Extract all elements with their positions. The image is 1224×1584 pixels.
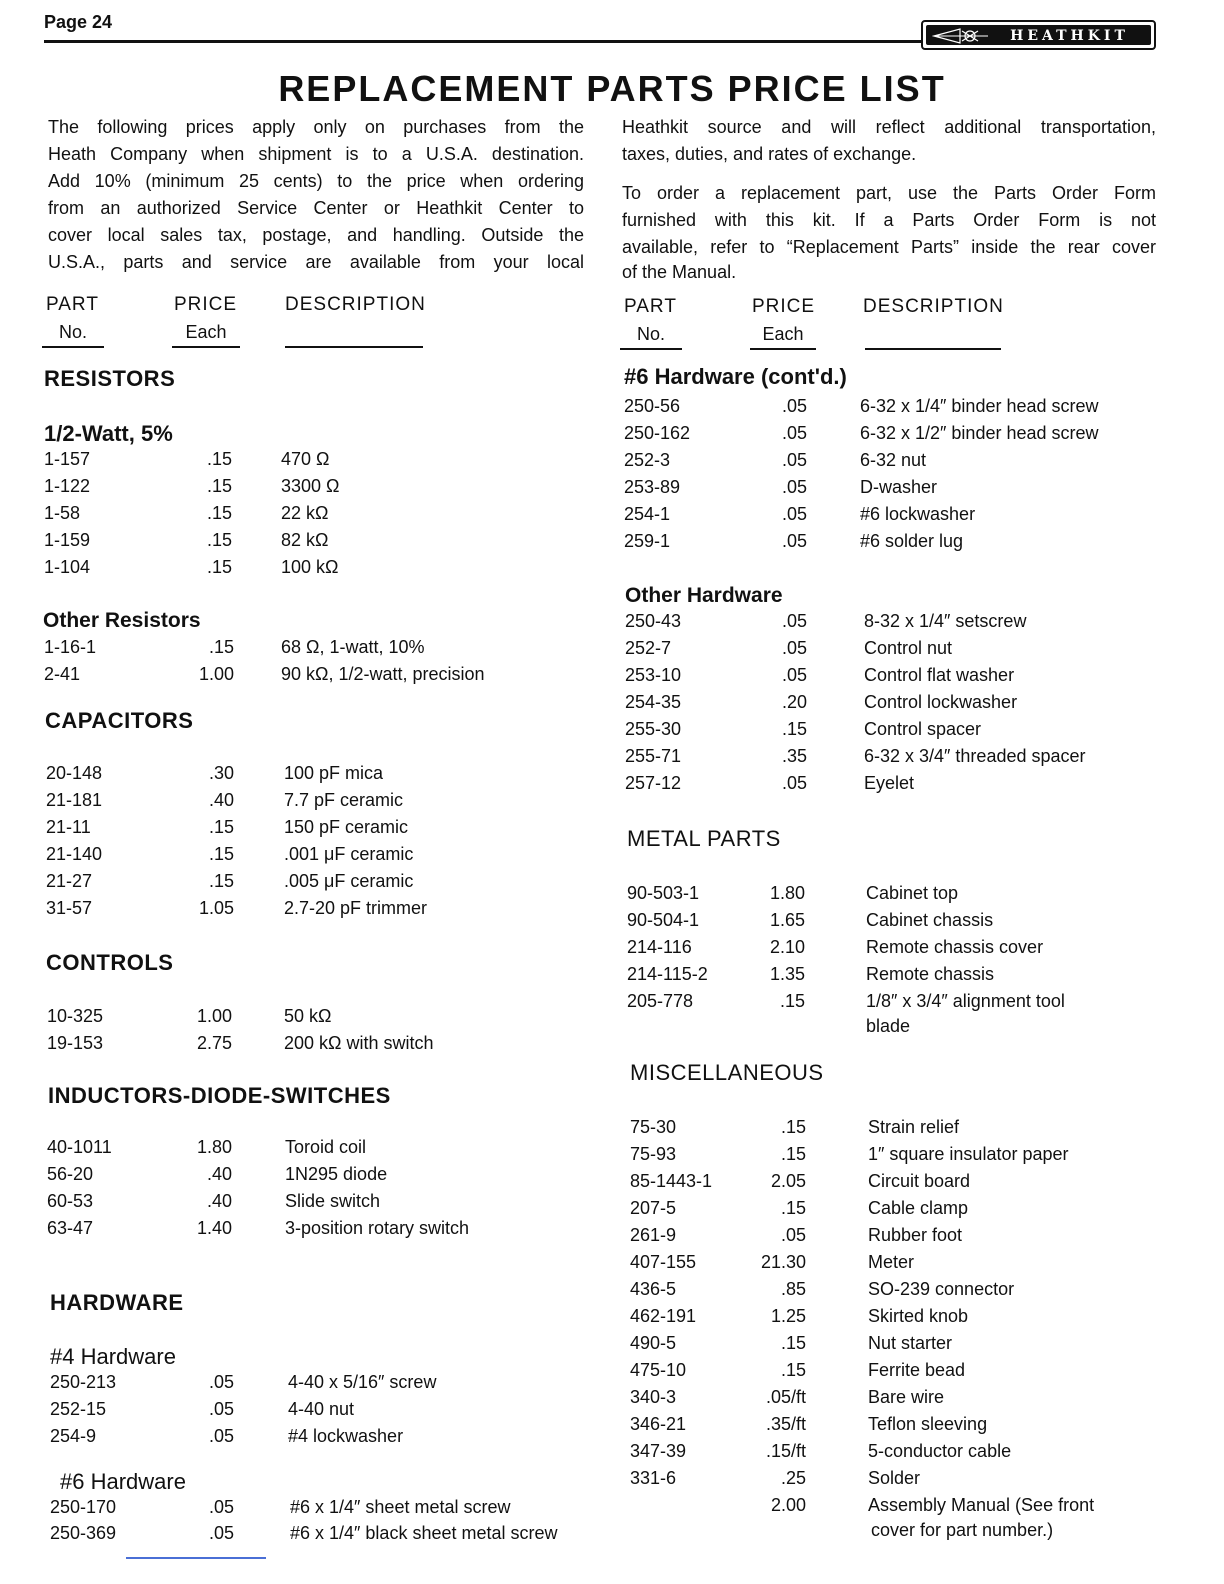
col-price-underline	[172, 346, 240, 348]
part-number: 261-9	[630, 1225, 677, 1245]
table-row	[0, 692, 1224, 716]
section-inductors: INDUCTORS-DIODE-SWITCHES	[48, 1083, 391, 1108]
table-row	[0, 1198, 1224, 1222]
part-description: 100 pF mica	[284, 763, 384, 783]
part-price: 1.65	[769, 910, 805, 930]
table-row	[0, 504, 1224, 528]
part-number: 63-47	[47, 1218, 94, 1238]
part-price: .15	[208, 844, 234, 864]
part-number: 214-116	[627, 937, 692, 957]
part-number: 60-53	[47, 1191, 94, 1211]
part-price: .05	[208, 1372, 234, 1392]
part-price: .05	[208, 1426, 234, 1446]
part-price: .05/ft	[765, 1387, 806, 1407]
part-price: .05	[781, 773, 807, 793]
heathkit-logo	[921, 20, 1156, 50]
part-price: .05	[781, 396, 807, 416]
subsection-other-hardware: Other Hardware	[625, 584, 783, 607]
part-description: Control flat washer	[864, 665, 1015, 685]
part-description: 150 pF ceramic	[284, 817, 409, 837]
col-description-underline	[865, 348, 1001, 350]
part-number: 255-71	[625, 746, 682, 766]
part-number: 1-58	[44, 503, 81, 523]
part-description: 4-40 nut	[288, 1399, 355, 1419]
part-price: .15	[780, 1117, 806, 1137]
part-number: 40-1011	[47, 1137, 112, 1157]
part-price: .15	[780, 1333, 806, 1353]
part-description: #6 solder lug	[860, 531, 964, 551]
part-number: 250-162	[624, 423, 691, 443]
part-description: #6 x 1/4″ black sheet metal screw	[290, 1523, 558, 1543]
part-description: 82 kΩ	[281, 530, 329, 550]
col-description-header: DESCRIPTION	[863, 296, 1004, 317]
part-number: 257-12	[625, 773, 682, 793]
subsection-other-resistors: Other Resistors	[43, 609, 201, 632]
table-row	[0, 937, 1224, 961]
part-price: .05	[781, 665, 807, 685]
part-description: 22 kΩ	[281, 503, 329, 523]
part-price: .85	[780, 1279, 806, 1299]
part-description: #6 lockwasher	[860, 504, 976, 524]
part-price: .40	[206, 1191, 232, 1211]
part-number: 250-170	[50, 1497, 117, 1517]
part-price: .15	[206, 476, 232, 496]
page-title: REPLACEMENT PARTS PRICE LIST	[278, 68, 946, 109]
part-description: 1/8″ x 3/4″ alignment tool	[866, 991, 1065, 1011]
part-description: #4 lockwasher	[288, 1426, 404, 1446]
part-description: Cabinet chassis	[866, 910, 994, 930]
intro-line: The following prices apply only on purchases from the	[48, 117, 584, 137]
table-row	[0, 423, 1224, 447]
table-row	[0, 746, 1224, 770]
part-description: 5-conductor cable	[868, 1441, 1012, 1461]
table-row	[0, 910, 1224, 934]
logo-wordmark: HEATHKIT	[1010, 28, 1129, 44]
part-number: 250-56	[624, 396, 681, 416]
part-description: 50 kΩ	[284, 1006, 332, 1026]
part-description: 1″ square insulator paper	[868, 1144, 1069, 1164]
table-row	[0, 1252, 1224, 1276]
table-row	[0, 1360, 1224, 1384]
part-description: 7.7 pF ceramic	[284, 790, 404, 810]
part-price: .35	[781, 746, 807, 766]
part-description: 6-32 nut	[860, 450, 927, 470]
part-price: 2.10	[769, 937, 805, 957]
table-row	[0, 450, 1224, 474]
subsection-hw6: #6 Hardware	[60, 1469, 186, 1494]
part-price: .05	[781, 477, 807, 497]
part-description: 68 Ω, 1-watt, 10%	[281, 637, 425, 657]
part-price: .05	[208, 1523, 234, 1543]
part-number: 250-213	[50, 1372, 117, 1392]
part-number: 75-30	[630, 1117, 677, 1137]
part-number: 255-30	[625, 719, 682, 739]
part-price: .15	[208, 871, 234, 891]
section-metal-parts: METAL PARTS	[627, 826, 781, 851]
part-number: 1-104	[44, 557, 91, 577]
col-description-underline	[285, 346, 423, 348]
part-number: 90-504-1	[627, 910, 700, 930]
part-description: Solder	[868, 1468, 921, 1488]
part-price: 1.80	[769, 883, 805, 903]
subsection-half-watt: 1/2-Watt, 5%	[44, 421, 173, 446]
part-number: 250-43	[625, 611, 682, 631]
part-description: Cabinet top	[866, 883, 959, 903]
part-description: SO-239 connector	[868, 1279, 1015, 1299]
part-number: 331-6	[630, 1468, 677, 1488]
part-price: .05	[781, 531, 807, 551]
col-price-underline	[750, 348, 816, 350]
part-description: 1N295 diode	[285, 1164, 388, 1184]
logo-emblem-icon	[932, 27, 990, 45]
table-row	[0, 665, 1224, 689]
part-price: .40	[208, 790, 234, 810]
part-description: 4-40 x 5/16″ screw	[288, 1372, 437, 1392]
part-description: Rubber foot	[868, 1225, 963, 1245]
part-price: 1.40	[196, 1218, 232, 1238]
table-row	[0, 1441, 1224, 1465]
part-number: 207-5	[630, 1198, 677, 1218]
part-description: 6-32 x 1/4″ binder head screw	[860, 396, 1099, 416]
footer-mark	[126, 1557, 266, 1559]
part-price: 1.05	[198, 898, 234, 918]
part-price: .05	[781, 423, 807, 443]
part-price: .05	[208, 1497, 234, 1517]
part-description: Skirted knob	[868, 1306, 969, 1326]
col-price-header: PRICE	[752, 296, 816, 317]
part-description: Control nut	[864, 638, 953, 658]
part-number: 1-122	[44, 476, 91, 496]
part-description: Bare wire	[868, 1387, 945, 1407]
table-row	[0, 1495, 1224, 1519]
part-price: 1.80	[196, 1137, 232, 1157]
part-price: .35/ft	[765, 1414, 806, 1434]
part-description: Slide switch	[285, 1191, 381, 1211]
table-row	[0, 844, 1224, 868]
part-description: 100 kΩ	[281, 557, 339, 577]
part-price: .15	[206, 503, 232, 523]
part-price: 2.05	[770, 1171, 806, 1191]
part-description: 3-position rotary switch	[285, 1218, 470, 1238]
part-number: 75-93	[630, 1144, 677, 1164]
intro-line: Heath Company when shipment is to a U.S.A. destination.	[48, 144, 584, 164]
part-price: 2.00	[770, 1495, 806, 1515]
part-description: 6-32 x 1/2″ binder head screw	[860, 423, 1099, 443]
part-description: Remote chassis cover	[866, 937, 1044, 957]
part-price: 2.75	[196, 1033, 232, 1053]
intro-line: Add 10% (minimum 25 cents) to the price when ordering	[48, 171, 584, 191]
part-price: .05	[781, 504, 807, 524]
table-row	[0, 477, 1224, 501]
table-row	[0, 1033, 1224, 1057]
part-description: 2.7-20 pF trimmer	[284, 898, 428, 918]
table-row	[0, 611, 1224, 635]
part-description: Cable clamp	[868, 1198, 969, 1218]
part-number: 254-9	[50, 1426, 97, 1446]
part-number: 252-15	[50, 1399, 107, 1419]
section-resistors: RESISTORS	[44, 366, 176, 391]
part-number: 436-5	[630, 1279, 677, 1299]
part-description: Strain relief	[868, 1117, 960, 1137]
part-description: 90 kΩ, 1/2-watt, precision	[281, 664, 485, 684]
part-number: 1-157	[44, 449, 91, 469]
col-price-sub: Each	[185, 322, 227, 342]
col-description-header: DESCRIPTION	[285, 294, 426, 315]
part-price: .15	[780, 1198, 806, 1218]
part-price: .15	[208, 817, 234, 837]
part-number: 19-153	[47, 1033, 104, 1053]
part-number: 2-41	[44, 664, 81, 684]
part-number: 346-21	[630, 1414, 687, 1434]
part-description: Circuit board	[868, 1171, 971, 1191]
order-line: of the Manual.	[622, 262, 737, 282]
part-description: 6-32 x 3/4″ threaded spacer	[864, 746, 1086, 766]
table-row	[0, 1306, 1224, 1330]
part-description: D-washer	[860, 477, 938, 497]
part-price: .05	[208, 1399, 234, 1419]
table-row	[0, 1279, 1224, 1303]
part-number: 475-10	[630, 1360, 687, 1380]
part-description: Control lockwasher	[864, 692, 1018, 712]
table-row	[0, 719, 1224, 743]
part-number: 90-503-1	[627, 883, 700, 903]
part-number: 407-155	[630, 1252, 697, 1272]
row-continuation: blade	[866, 1016, 911, 1036]
part-price: .15	[206, 449, 232, 469]
part-description: Control spacer	[864, 719, 982, 739]
part-description: 200 kΩ with switch	[284, 1033, 434, 1053]
subsection-hw6-contd: #6 Hardware (cont'd.)	[624, 364, 847, 389]
part-price: .15	[206, 557, 232, 577]
part-number: 347-39	[630, 1441, 687, 1461]
table-row	[0, 964, 1224, 988]
table-row	[0, 1414, 1224, 1438]
part-number: 462-191	[630, 1306, 697, 1326]
part-number: 252-7	[625, 638, 672, 658]
part-description: Teflon sleeving	[868, 1414, 988, 1434]
part-description: Meter	[868, 1252, 915, 1272]
table-row	[0, 531, 1224, 555]
part-description: Eyelet	[864, 773, 915, 793]
col-part-header: PART	[624, 296, 677, 317]
part-description: 470 Ω	[281, 449, 330, 469]
part-number: 253-10	[625, 665, 682, 685]
part-number: 21-140	[46, 844, 103, 864]
col-part-underline	[42, 346, 104, 348]
part-price: .30	[208, 763, 234, 783]
section-capacitors: CAPACITORS	[45, 708, 194, 733]
part-number: 250-369	[50, 1523, 117, 1543]
part-number: 254-35	[625, 692, 682, 712]
part-description: 8-32 x 1/4″ setscrew	[864, 611, 1027, 631]
part-price: .15	[780, 1144, 806, 1164]
part-number: 21-181	[46, 790, 103, 810]
part-number: 253-89	[624, 477, 681, 497]
table-row	[0, 817, 1224, 841]
part-price: 21.30	[760, 1252, 806, 1272]
part-price: 1.00	[198, 664, 234, 684]
part-number: 254-1	[624, 504, 671, 524]
part-price: .15	[206, 530, 232, 550]
part-number: 56-20	[47, 1164, 94, 1184]
part-number: 10-325	[47, 1006, 104, 1026]
page-number: Page 24	[44, 12, 113, 32]
part-description: .005 μF ceramic	[284, 871, 414, 891]
table-row	[0, 991, 1224, 1015]
part-number: 1-159	[44, 530, 91, 550]
part-description: .001 μF ceramic	[284, 844, 414, 864]
table-row	[0, 1387, 1224, 1411]
part-price: .05	[781, 638, 807, 658]
subsection-hw4: #4 Hardware	[50, 1344, 176, 1369]
part-number: 252-3	[624, 450, 671, 470]
table-row	[0, 1468, 1224, 1492]
part-description: Ferrite bead	[868, 1360, 966, 1380]
col-part-header: PART	[46, 294, 99, 315]
col-price-header: PRICE	[174, 294, 238, 315]
table-row	[0, 1225, 1224, 1249]
intro-line: taxes, duties, and rates of exchange.	[622, 144, 917, 164]
intro-line: U.S.A., parts and service are available from your local	[48, 252, 584, 272]
order-line: To order a replacement part, use the Parts Order Form	[622, 183, 1156, 203]
row-continuation: cover for part number.)	[871, 1520, 1054, 1540]
part-description: Nut starter	[868, 1333, 953, 1353]
table-row	[0, 557, 1224, 581]
part-number: 85-1443-1	[630, 1171, 713, 1191]
part-price: .40	[206, 1164, 232, 1184]
part-price: .15	[780, 1360, 806, 1380]
section-miscellaneous: MISCELLANEOUS	[630, 1060, 824, 1085]
table-row	[0, 883, 1224, 907]
part-price: 1.25	[770, 1306, 806, 1326]
order-line: furnished with this kit. If a Parts Order Form is not	[622, 210, 1156, 230]
col-part-underline	[620, 348, 682, 350]
table-row	[0, 1171, 1224, 1195]
part-description: #6 x 1/4″ sheet metal screw	[290, 1497, 511, 1517]
table-row	[0, 1144, 1224, 1168]
part-number: 1-16-1	[44, 637, 97, 657]
section-hardware: HARDWARE	[50, 1290, 184, 1315]
order-line: available, refer to “Replacement Parts” inside the rear cover	[622, 237, 1156, 257]
intro-line: Heathkit source and will reflect additional transportation,	[622, 117, 1156, 137]
part-number: 20-148	[46, 763, 103, 783]
part-number: 490-5	[630, 1333, 677, 1353]
part-price: .15	[781, 719, 807, 739]
part-description: 3300 Ω	[281, 476, 340, 496]
part-price: .05	[781, 611, 807, 631]
part-number: 31-57	[46, 898, 93, 918]
part-description: Remote chassis	[866, 964, 995, 984]
part-price: .05	[781, 450, 807, 470]
part-price: .15/ft	[765, 1441, 806, 1461]
part-price: .25	[780, 1468, 806, 1488]
col-part-sub: No.	[58, 322, 87, 342]
table-row	[0, 1117, 1224, 1141]
intro-line: from an authorized Service Center or Heathkit Center to	[48, 198, 584, 218]
table-row	[0, 638, 1224, 662]
part-price: .05	[780, 1225, 806, 1245]
col-price-sub: Each	[762, 324, 804, 344]
part-number: 21-27	[46, 871, 93, 891]
part-number: 21-11	[46, 817, 91, 837]
part-description: Toroid coil	[285, 1137, 367, 1157]
part-number: 205-778	[627, 991, 694, 1011]
col-part-sub: No.	[636, 324, 665, 344]
part-price: 1.35	[769, 964, 805, 984]
part-description: Assembly Manual (See front	[868, 1495, 1095, 1515]
part-price: 1.00	[196, 1006, 232, 1026]
part-price: .15	[208, 637, 234, 657]
table-row	[0, 396, 1224, 420]
part-number: 214-115-2	[627, 964, 708, 984]
table-row	[0, 1333, 1224, 1357]
section-controls: CONTROLS	[46, 950, 174, 975]
part-price: .20	[781, 692, 807, 712]
part-number: 259-1	[624, 531, 671, 551]
intro-line: cover local sales tax, postage, and handling. Outside the	[48, 225, 584, 245]
part-number: 340-3	[630, 1387, 677, 1407]
part-price: .15	[779, 991, 805, 1011]
table-row	[0, 773, 1224, 797]
